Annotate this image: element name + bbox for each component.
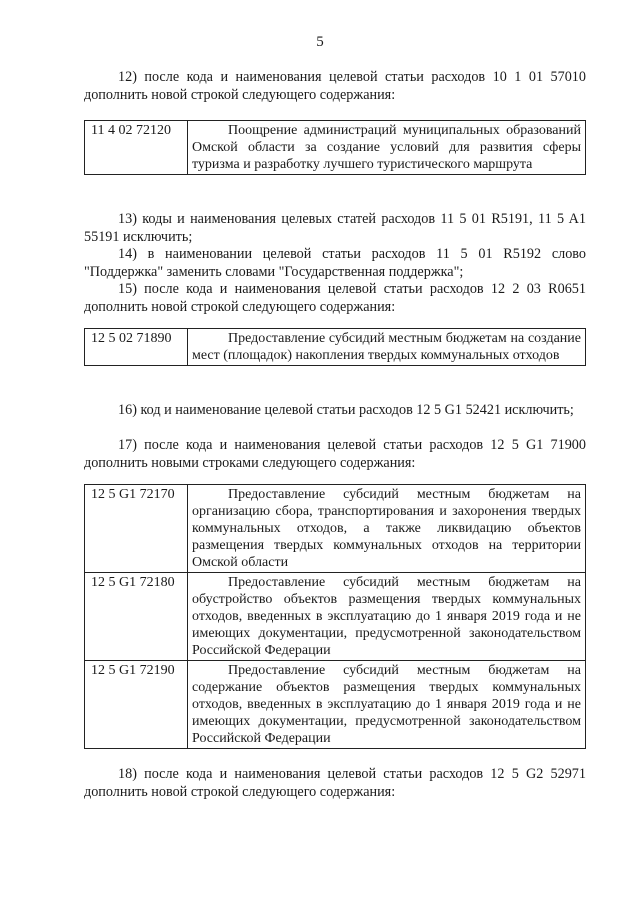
paragraph-17-text: 17) после кода и наименования целевой статьи расходов 12 5 G1 71900 дополнить новыми строками следующего содержания:: [84, 437, 586, 471]
description-text: Предоставление субсидий местным бюджетам на организацию сбора, транспортирования и захоронения твердых коммунальных отходов, а также ликвидацию объектов размещения твердых коммунальных отходов на территории Омской области: [192, 487, 581, 570]
description-text: Предоставление субсидий местным бюджетам на обустройство объектов размещения твердых коммунальных отходов, введенных в эксплуатацию до 1 января 2019 года и не имеющих документации, предусмотренной законодательством Российской Федерации: [192, 575, 581, 658]
paragraph-16: [84, 402, 586, 420]
table-new-line-12: [84, 120, 586, 175]
paragraph-14: [84, 246, 586, 281]
description-text: Поощрение администраций муниципальных образований Омской области за создание условий для развития сферы туризма и разработку лучшего туристического маршрута: [192, 123, 581, 172]
paragraph-15: [84, 281, 586, 316]
code-cell: 11 4 02 72120: [85, 121, 188, 175]
paragraph-12: [84, 69, 586, 104]
paragraph-14-text: 14) в наименовании целевой статьи расходов 11 5 01 R5192 слово "Поддержка" заменить словами "Государственная поддержка";: [84, 246, 586, 280]
code-cell: 12 5 G1 72180: [85, 573, 188, 661]
description-cell: [188, 661, 586, 749]
code-cell: 12 5 02 71890: [85, 329, 188, 366]
paragraph-12-text: 12) после кода и наименования целевой статьи расходов 10 1 01 57010 дополнить новой строкой следующего содержания:: [84, 69, 586, 103]
paragraph-13-text: 13) коды и наименования целевых статей расходов 11 5 01 R5191, 11 5 A1 55191 исключить;: [84, 211, 586, 245]
description-text: Предоставление субсидий местным бюджетам на создание мест (площадок) накопления твердых коммунальных отходов: [192, 331, 581, 363]
table-new-line-15: [84, 328, 586, 366]
paragraph-16-text: 16) код и наименование целевой статьи расходов 12 5 G1 52421 исключить;: [118, 402, 574, 418]
paragraph-17: [84, 437, 586, 472]
description-cell: [188, 573, 586, 661]
code-cell: 12 5 G1 72170: [85, 485, 188, 573]
table-row: [85, 661, 586, 749]
table-row: [85, 573, 586, 661]
paragraph-15-text: 15) после кода и наименования целевой статьи расходов 12 2 03 R0651 дополнить новой строкой следующего содержания:: [84, 281, 586, 315]
table-row: [85, 485, 586, 573]
paragraph-18: [84, 766, 586, 801]
table-row: [85, 329, 586, 366]
paragraph-13: [84, 211, 586, 246]
description-cell: [188, 329, 586, 366]
description-cell: [188, 485, 586, 573]
description-text: Предоставление субсидий местным бюджетам на содержание объектов размещения твердых коммунальных отходов, введенных в эксплуатацию до 1 января 2019 года и не имеющих документации, предусмотренной законодательством Российской Федерации: [192, 663, 581, 746]
table-new-lines-17: [84, 484, 586, 749]
page-number: 5: [316, 34, 324, 50]
table-row: [85, 121, 586, 175]
code-cell: 12 5 G1 72190: [85, 661, 188, 749]
description-cell: [188, 121, 586, 175]
paragraph-18-text: 18) после кода и наименования целевой статьи расходов 12 5 G2 52971 дополнить новой строкой следующего содержания:: [84, 766, 586, 800]
